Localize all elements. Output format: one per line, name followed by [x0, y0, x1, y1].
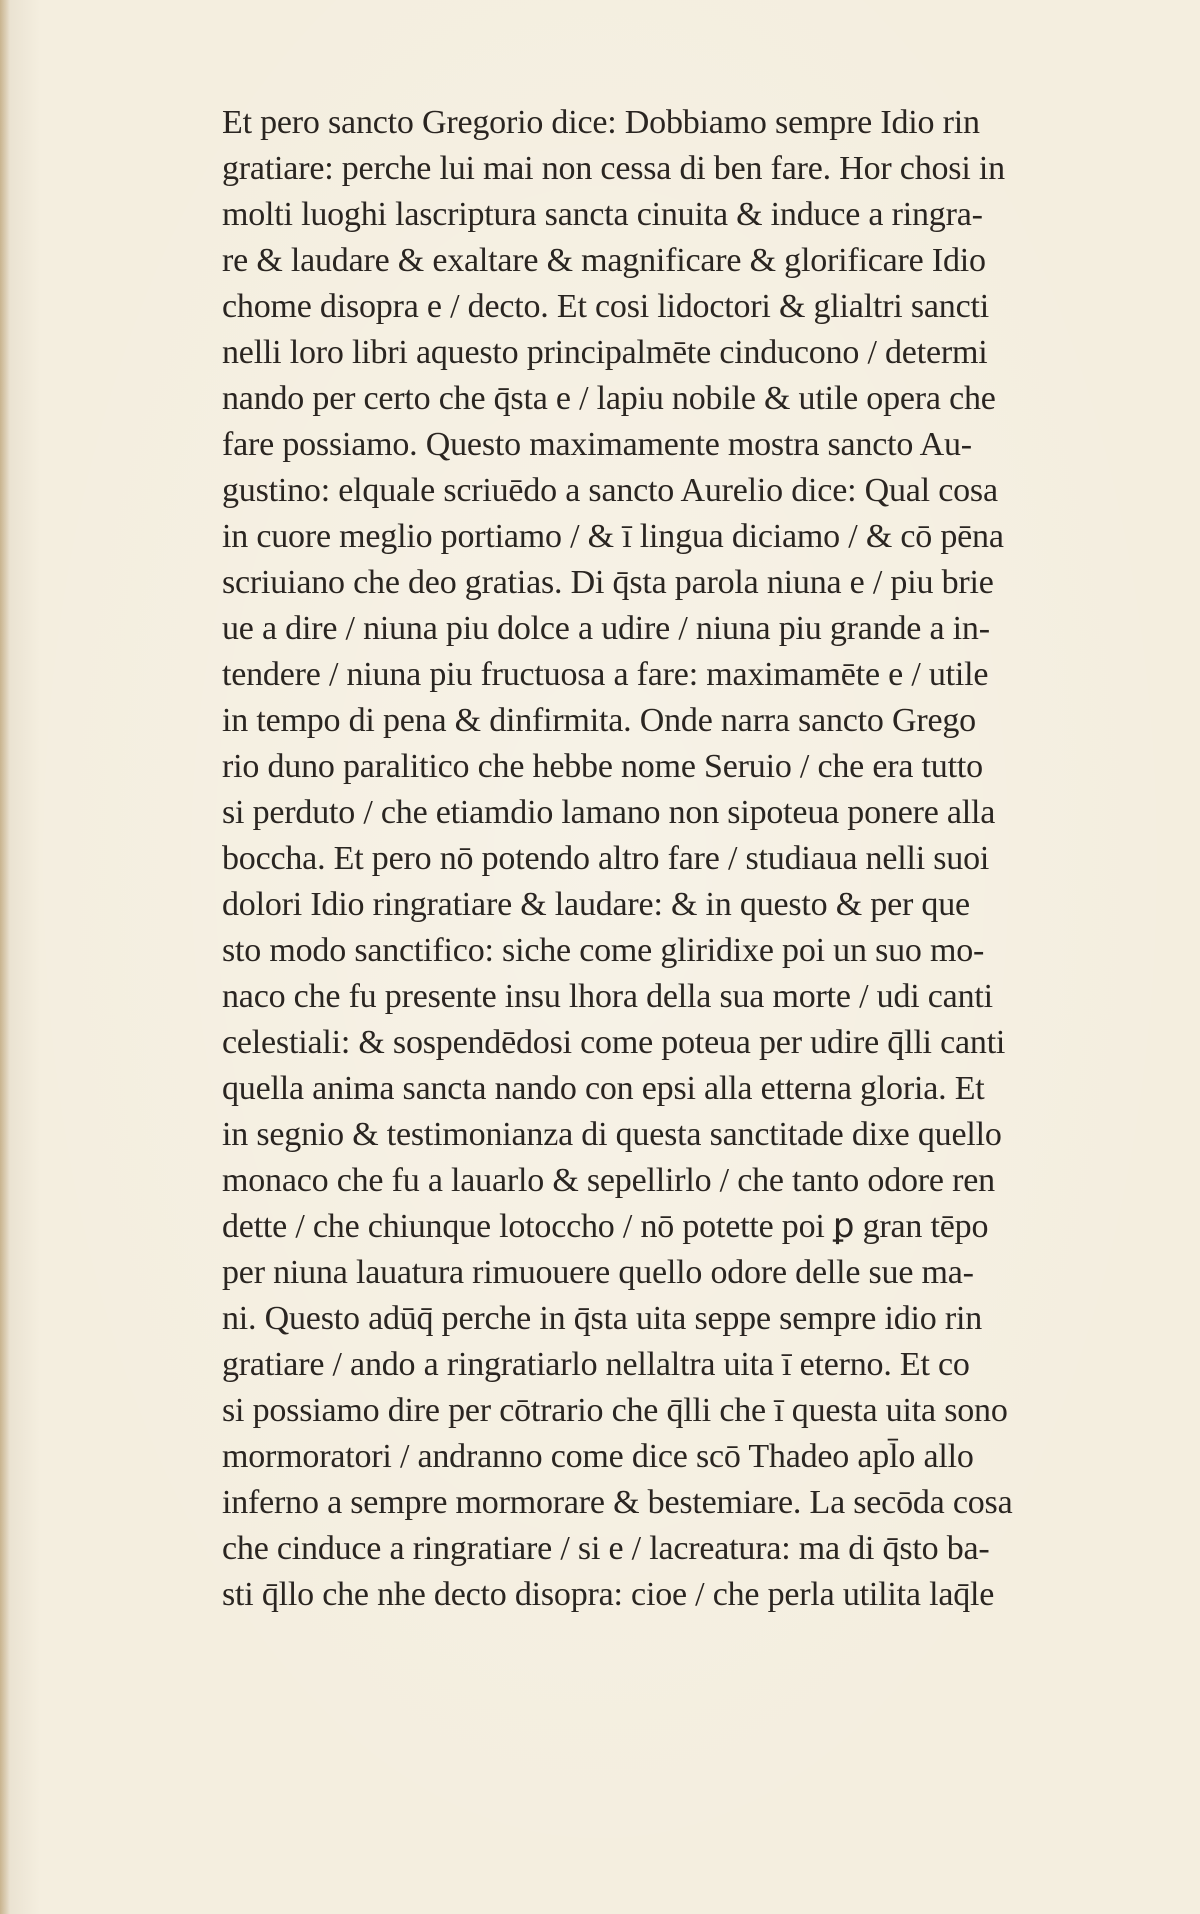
text-line: inferno a sempre mormorare & bestemiare. La secōda cosa: [222, 1484, 1013, 1521]
text-line: ni. Questo adūq̄ perche in q̄sta uita seppe sempre idio rin: [222, 1300, 983, 1337]
text-line: chome disopra e / decto. Et cosi lidoctori & glialtri sancti: [222, 288, 989, 325]
page-binding-edge: [0, 0, 10, 1914]
text-line: molti luoghi lascriptura sancta cinuita & induce a ringra-: [222, 196, 983, 233]
text-line: nando per certo che q̄sta e / lapiu nobile & utile opera che: [222, 380, 996, 417]
text-line: in tempo di pena & dinfirmita. Onde narra sancto Grego: [222, 702, 976, 739]
text-line: gratiare: perche lui mai non cessa di ben fare. Hor chosi in: [222, 150, 1005, 187]
text-line: gustino: elquale scriuēdo a sancto Aurelio dice: Qual cosa: [222, 472, 998, 509]
text-line: sto modo sanctifico: siche come gliridixe poi un suo mo-: [222, 932, 985, 969]
text-line: mormoratori / andranno come dice scō Thadeo apl̄o allo: [222, 1438, 974, 1475]
text-line: che cinduce a ringratiare / si e / lacreatura: ma di q̄sto ba-: [222, 1530, 990, 1567]
text-line: boccha. Et pero nō potendo altro fare / studiaua nelli suoi: [222, 840, 990, 877]
text-line: nelli loro libri aquesto principalmēte cinducono / determi: [222, 334, 988, 371]
text-line: fare possiamo. Questo maximamente mostra sancto Au-: [222, 426, 972, 463]
text-line: si possiamo dire per cōtrario che q̄lli che ī questa uita sono: [222, 1392, 1008, 1429]
text-line: in cuore meglio portiamo / & ī lingua diciamo / & cō pēna: [222, 518, 1004, 555]
text-line: dette / che chiunque lotoccho / nō potette poi ꝑ gran tēpo: [222, 1208, 989, 1245]
text-line: gratiare / ando a ringratiarlo nellaltra uita ī eterno. Et co: [222, 1346, 970, 1383]
text-line: naco che fu presente insu lhora della sua morte / udi canti: [222, 978, 993, 1015]
text-line: monaco che fu a lauarlo & sepellirlo / che tanto odore ren: [222, 1162, 995, 1199]
text-line: Et pero sancto Gregorio dice: Dobbiamo sempre Idio rin: [222, 104, 980, 141]
text-line: rio duno paralitico che hebbe nome Seruio / che era tutto: [222, 748, 983, 785]
text-line: sti q̄llo che nhe decto disopra: cioe / che perla utilita laq̄le: [222, 1576, 995, 1613]
text-line: in segnio & testimonianza di questa sanctitade dixe quello: [222, 1116, 1002, 1153]
text-line: ue a dire / niuna piu dolce a udire / niuna piu grande a in-: [222, 610, 990, 647]
text-line: tendere / niuna piu fructuosa a fare: maximamēte e / utile: [222, 656, 989, 693]
text-line: dolori Idio ringratiare & laudare: & in questo & per que: [222, 886, 970, 923]
text-line: si perduto / che etiamdio lamano non sipoteua ponere alla: [222, 794, 996, 831]
text-line: quella anima sancta nando con epsi alla etterna gloria. Et: [222, 1070, 985, 1107]
text-line: re & laudare & exaltare & magnificare & glorificare Idio: [222, 242, 986, 279]
text-line: scriuiano che deo gratias. Di q̄sta parola niuna e / piu brie: [222, 564, 994, 601]
text-line: celestiali: & sospendēdosi come poteua per udire q̄lli canti: [222, 1024, 1006, 1061]
body-text: [222, 100, 1092, 1618]
text-line: per niuna lauatura rimuouere quello odore delle sue ma-: [222, 1254, 974, 1291]
